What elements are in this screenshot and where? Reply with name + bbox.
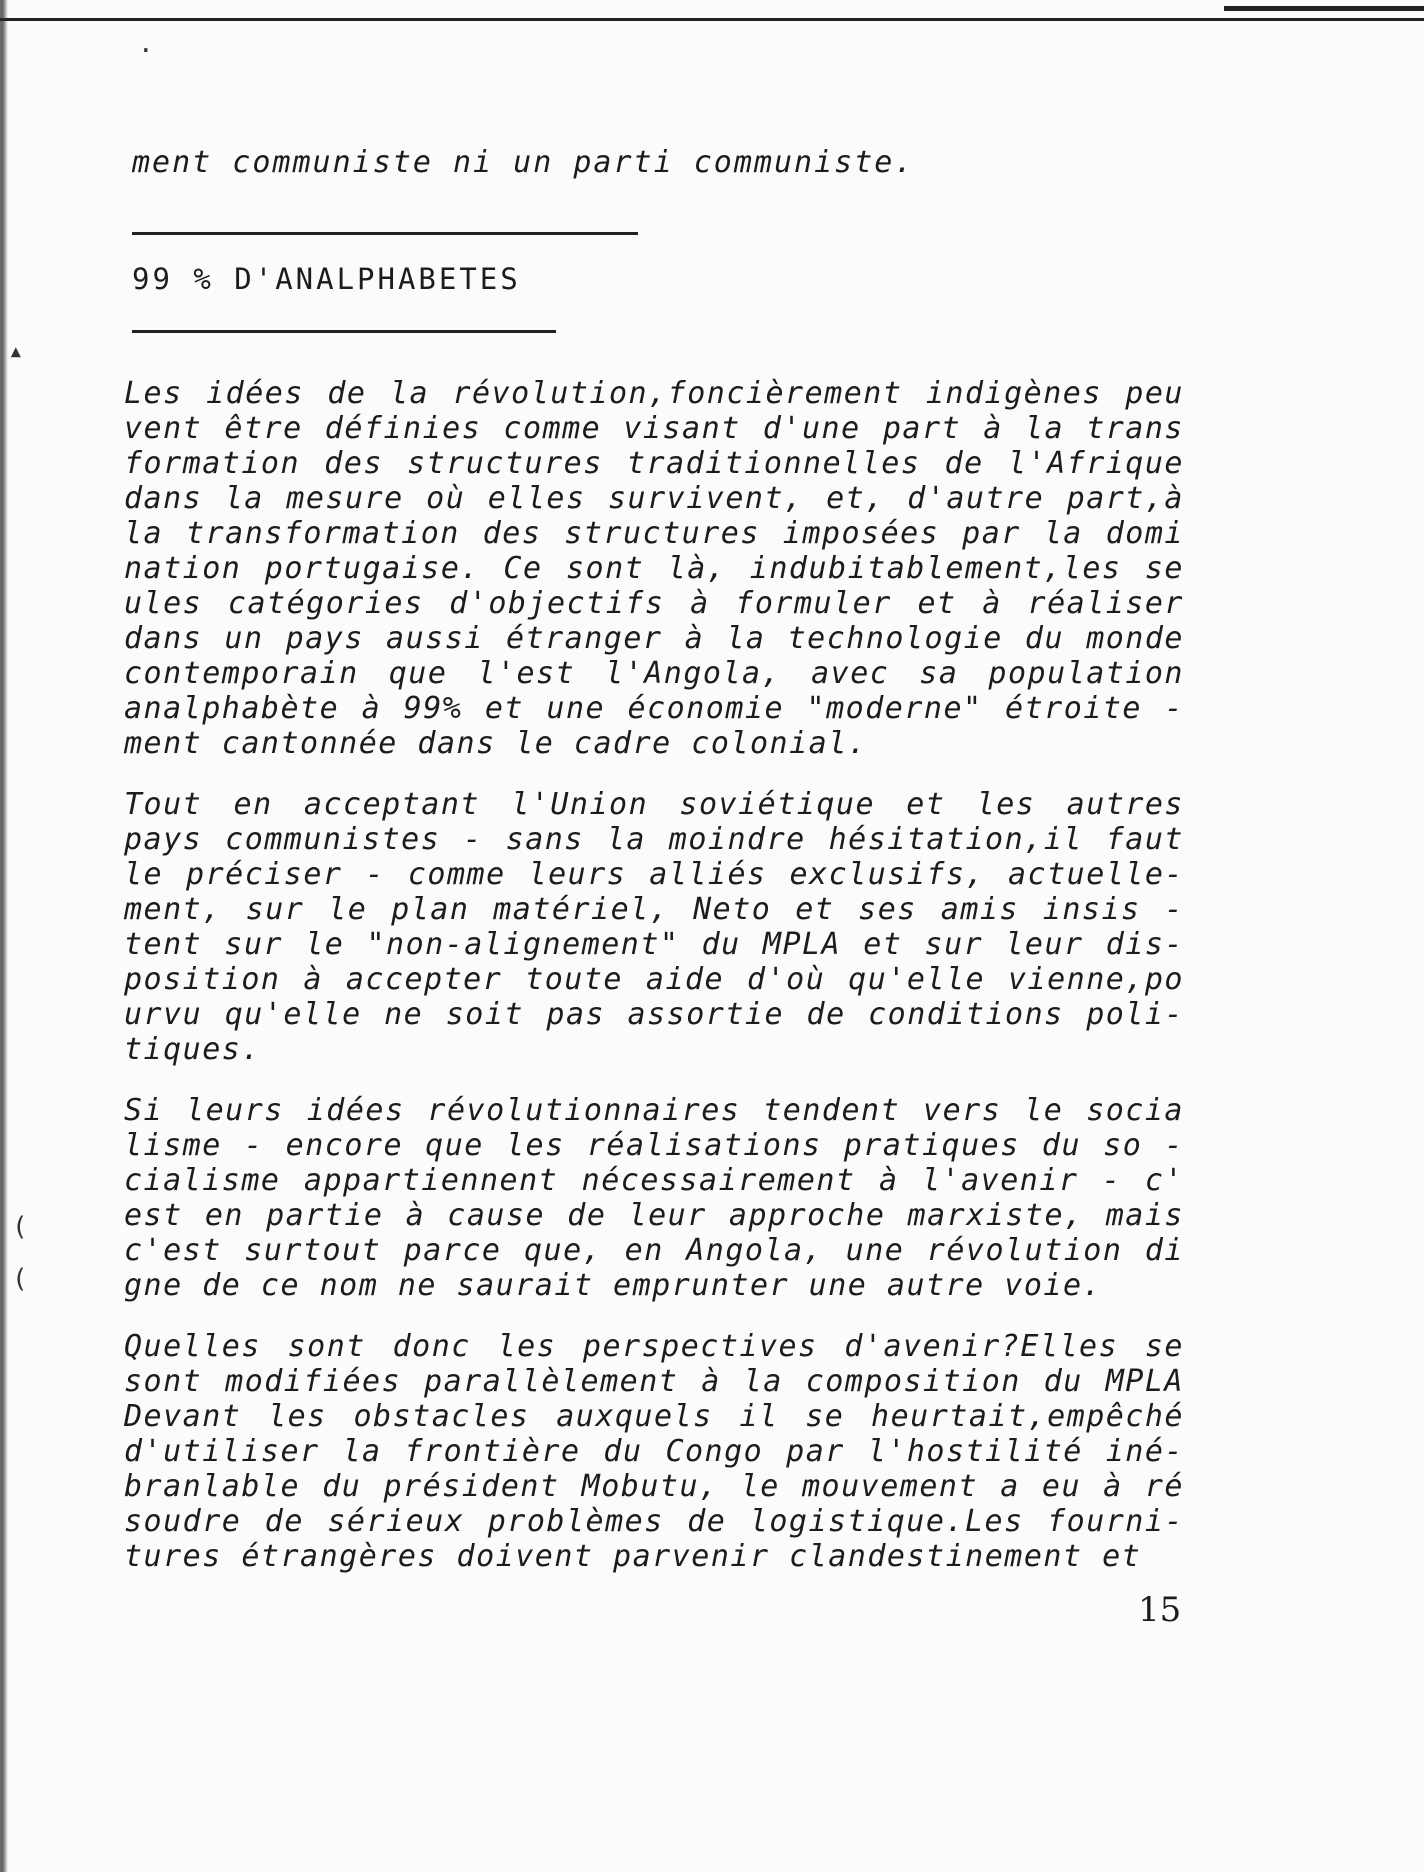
page-top-edge: [0, 0, 1424, 21]
ink-speck: ·: [138, 36, 154, 66]
paragraph-4: Quelles sont donc les perspectives d'avenir?Elles se sont modifiées parallèlement à la composition du MPLA Devant les obstacles auxquels il se heurtait,empêché d'utiliser la frontière du Congo par l'hostilité iné- branlable du président Mobutu, le mouvement a eu à ré soudre de sérieux problèmes de logistique.Les fourni- tures étrangères doivent parvenir clandestinement et: [124, 1329, 1184, 1574]
body-text: [124, 376, 1184, 1600]
page-number: 15: [1138, 1590, 1182, 1630]
section-heading: 99 % D'ANALPHABETES: [132, 262, 521, 296]
page-left-edge: [0, 0, 8, 1872]
paragraph-1: Les idées de la révolution,foncièrement indigènes peu vent être définies comme visant d'une part à la trans formation des structures traditionnelles de l'Afrique dans la mesure où elles survivent, et, d'autre part,à la transformation des structures imposées par la domi nation portugaise. Ce sont là, indubitablement,les se ules catégories d'objectifs à formuler et à réaliser dans un pays aussi étranger à la technologie du monde contemporain que l'est l'Angola, avec sa population analphabète à 99% et une économie "moderne" étroite - ment cantonnée dans le cadre colonial.: [124, 376, 1184, 761]
heading-bottom-rule: [132, 330, 556, 333]
ink-speck: (: [12, 1212, 28, 1242]
paragraph-3: Si leurs idées révolutionnaires tendent vers le socia lisme - encore que les réalisations pratiques du so - cialisme appartiennent nécessairement à l'avenir - c' est en partie à cause de leur approche marxiste, mais c'est surtout parce que, en Angola, une révolution di gne de ce nom ne saurait emprunter une autre voie.: [124, 1093, 1184, 1303]
paragraph-2: Tout en acceptant l'Union soviétique et les autres pays communistes - sans la moindre hésitation,il faut le préciser - comme leurs alliés exclusifs, actuelle- ment, sur le plan matériel, Neto et ses amis insis - tent sur le "non-alignement" du MPLA et sur leur dis- position à accepter toute aide d'où qu'elle vienne,po urvu qu'elle ne soit pas assortie de conditions poli- tiques.: [124, 787, 1184, 1067]
heading-top-rule: [132, 232, 638, 235]
continuation-line: ment communiste ni un parti communiste.: [132, 145, 915, 180]
ink-speck: (: [12, 1264, 28, 1294]
ink-speck: ▴: [8, 336, 24, 366]
